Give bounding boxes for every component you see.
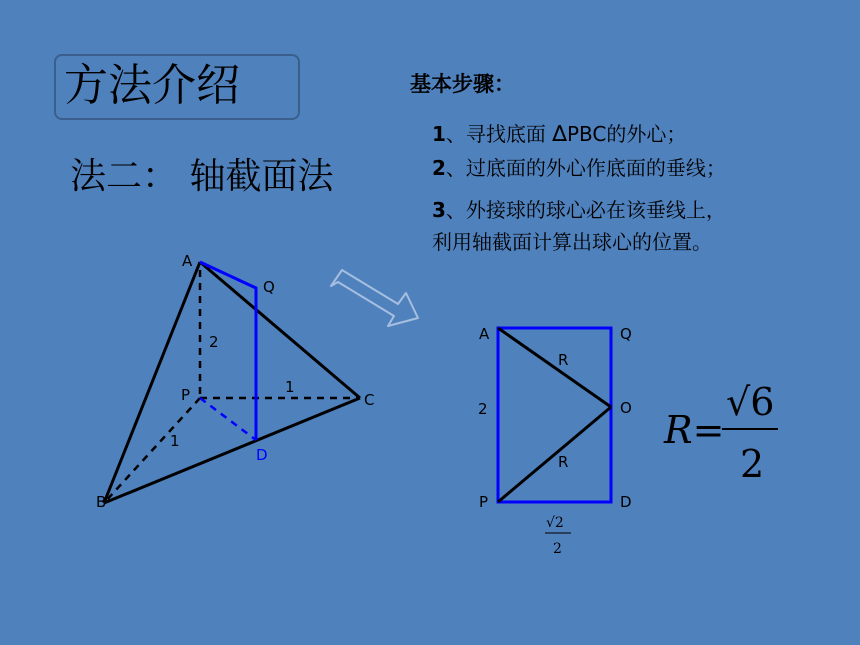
section-label-P: P [479,493,489,511]
edge-BC [104,398,360,503]
segment-PD [200,398,256,440]
step-1-number: 1 [432,122,446,146]
edge-PA-length: 2 [209,333,219,351]
method-name: 轴截面法 [189,156,334,197]
section-AQD [200,262,256,440]
step-1-text-post: PBC的外心； [567,122,687,146]
step-2-number: 2 [432,156,446,180]
edge-PB-length: 1 [170,432,180,450]
method-prefix: 法二： [70,156,179,197]
triangle-symbol: ∆ [552,122,567,147]
label-B: B [96,493,107,511]
section-label-R-bottom: R [558,453,569,471]
label-P: P [181,386,191,404]
edge-AB [104,262,200,503]
result-numerator: √6 [726,380,775,424]
step-3-number: 3 [432,198,446,222]
label-Q: Q [263,278,275,296]
radius-PO [498,407,611,502]
edge-PC-length: 1 [285,378,295,396]
section-label-Q: Q [620,325,632,343]
result-lhs: R= [664,408,725,452]
section-label-A: A [479,325,490,343]
label-A: A [182,252,193,270]
section-rectangle [498,328,611,502]
step-1-text-pre: 、寻找底面 [445,122,546,146]
base-fraction-denominator: 2 [553,541,562,557]
page-title: 方法介绍 [64,60,240,111]
section-side-AP: 2 [478,400,488,418]
result-formula [663,380,778,486]
section-label-O: O [620,399,632,417]
arrow-icon [331,270,418,326]
step-3-line2: 利用轴截面计算出球心的位置。 [432,230,712,254]
label-C: C [364,391,375,409]
section-label-D: D [620,493,632,511]
step-2-text: 、过底面的外心作底面的垂线； [445,156,726,180]
step-3-text-line1: 、外接球的球心必在该垂线上， [445,198,726,222]
label-D: D [256,446,268,464]
base-fraction-numerator: √2 [546,515,564,531]
pyramid-figure [96,252,374,511]
steps-heading: 基本步骤： [410,72,515,96]
radius-AO [498,328,611,407]
edge-PB [104,398,200,503]
result-denominator: 2 [740,442,765,486]
section-label-R-top: R [558,351,569,369]
axial-section-figure [478,325,632,557]
